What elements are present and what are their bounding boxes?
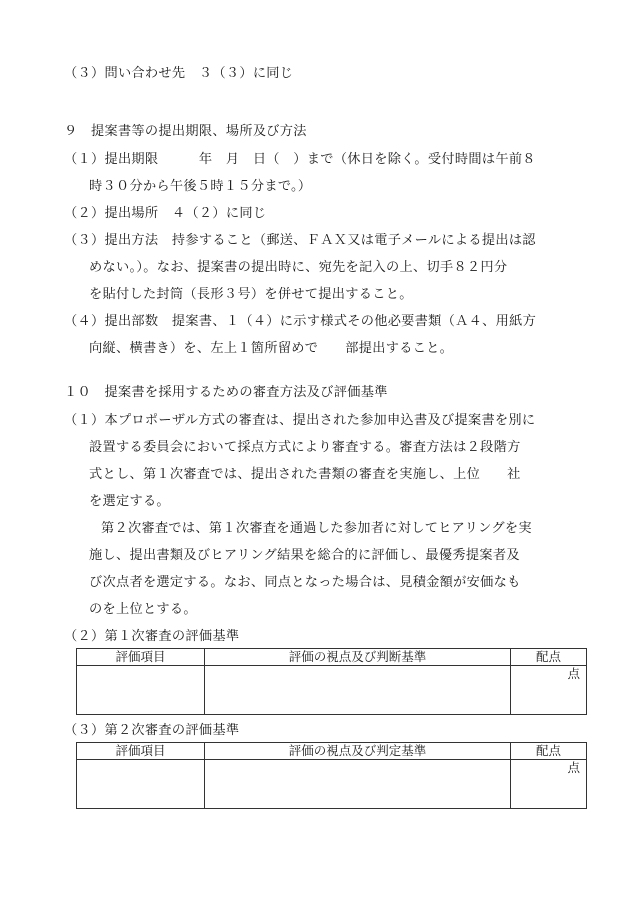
review-line-6: 施し、提出書類及びヒアリング結果を総合的に評価し、最優秀提案者及 [89, 548, 520, 563]
method-line: （３）提出方法 持参すること（郵送、ＦＡＸ又は電子メールによる提出は認 [64, 233, 536, 248]
table1-cell-item [77, 666, 205, 715]
deadline-line: （１）提出期限 年 月 日（ ）まで（休日を除く。受付時間は午前８ [64, 152, 536, 167]
table1-header-criteria: 評価の視点及び判断基準 [205, 649, 511, 666]
section-9-heading: ９ 提案書等の提出期限、場所及び方法 [64, 124, 307, 139]
table2-header-points: 配点 [511, 743, 587, 760]
review-line-5: 第２次審査では、第１次審査を通過した参加者に対してヒアリングを実 [101, 521, 532, 536]
review-line-8: のを上位とする。 [89, 602, 197, 617]
table2-cell-points: 点 [511, 760, 587, 809]
review-line-1: （１）本プロポーザル方式の審査は、提出された参加申込書及び提案書を別に [64, 413, 536, 428]
copies-line-cont: 向縦、横書き）を、左上１箇所留めで 部提出すること。 [89, 341, 454, 356]
contact-line: （３）問い合わせ先 ３（３）に同じ [64, 66, 294, 81]
table2-cell-item [77, 760, 205, 809]
review-line-4: を選定する。 [89, 494, 170, 509]
table1-header-item: 評価項目 [77, 649, 205, 666]
table1-cell-criteria [205, 666, 511, 715]
table2-cell-criteria [205, 760, 511, 809]
second-review-heading: （３）第２次審査の評価基準 [64, 723, 240, 738]
review-line-7: び次点者を選定する。なお、同点となった場合は、見積金額が安価なも [89, 575, 521, 590]
table2-header-item: 評価項目 [77, 743, 205, 760]
method-line-cont-2: を貼付した封筒（長形３号）を併せて提出すること。 [89, 287, 413, 302]
method-line-cont-1: めない。）。なお、提案書の提出時に、宛先を記入の上、切手８２円分 [89, 260, 508, 275]
table1-cell-points: 点 [511, 666, 587, 715]
first-review-heading: （２）第１次審査の評価基準 [64, 629, 240, 644]
deadline-line-cont: 時３０分から午後５時１５分まで。） [89, 179, 312, 194]
place-line: （２）提出場所 ４（２）に同じ [64, 206, 267, 221]
review-line-3: 式とし、第１次審査では、提出された書類の審査を実施し、上位 社 [89, 467, 521, 482]
second-review-table [76, 742, 587, 809]
table2-header-criteria: 評価の視点及び判定基準 [205, 743, 511, 760]
review-line-2: 設置する委員会において採点方式により審査する。審査方法は２段階方 [89, 440, 521, 455]
section-10-heading: １０ 提案書を採用するための審査方法及び評価基準 [64, 385, 388, 400]
first-review-table [76, 648, 587, 715]
copies-line: （４）提出部数 提案書、１（４）に示す様式その他必要書類（Ａ４、用紙方 [64, 314, 537, 329]
table1-header-points: 配点 [511, 649, 587, 666]
